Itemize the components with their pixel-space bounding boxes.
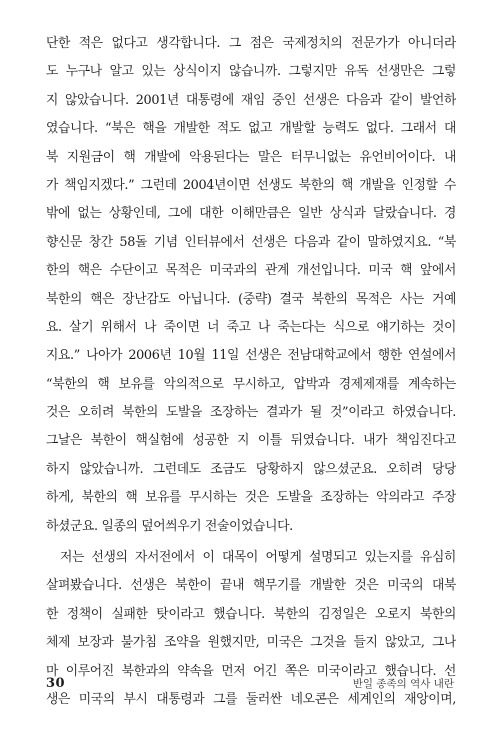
text-line: 향신문 창간 58돌 기념 인터뷰에서 선생은 다음과 같이 말하였지요. “북 <box>46 234 456 250</box>
text-line: 요. 살기 위해서 나 죽이면 너 죽고 나 죽는다는 식으로 얘기하는 것이 <box>46 319 456 335</box>
text-line: 북한의 핵은 장난감도 아닙니다. (중략) 결국 북한의 목적은 사는 거예 <box>46 291 456 307</box>
text-line: 였습니다. “북은 핵을 개발한 적도 없고 개발할 능력도 없다. 그래서 대 <box>46 121 456 137</box>
text-line: 지요.” 나아가 2006년 10월 11일 선생은 전남대학교에서 행한 연설에서 <box>46 348 456 364</box>
text-line: 체제 보장과 불가침 조약을 원했지만, 미국은 그것을 들지 않았고, 그나 <box>46 635 456 651</box>
text-line: 가 책임지겠다.” 그런데 2004년이면 선생도 북한의 핵 개발을 인정할 수 <box>46 177 456 193</box>
text-line: 한 정책이 실패한 탓이라고 했습니다. 북한의 김정일은 오로지 북한의 <box>46 606 456 622</box>
text-line: 저는 선생의 자서전에서 이 대목이 어떻게 설명되고 있는지를 유심히 <box>60 550 456 566</box>
text-line: 그날은 북한이 핵실험에 성공한 지 이틀 뒤였습니다. 내가 책임진다고 <box>46 433 456 449</box>
text-line: 생은 미국의 부시 대통령과 그를 둘러싼 네오콘은 세계인의 재앙이며, <box>46 691 456 707</box>
page-footer <box>46 676 454 696</box>
text-line: “북한의 핵 보유를 악의적으로 무시하고, 압박과 경제제재를 계속하는 <box>46 376 456 392</box>
text-line: 밖에 없는 상황인데, 그에 대한 이해만큼은 일반 상식과 달랐습니다. 경 <box>46 206 456 222</box>
page-number: 30 <box>46 676 66 691</box>
text-line: 것은 오히려 북한의 도발을 조장하는 결과가 될 것”이라고 하였습니다. <box>46 405 456 421</box>
text-line: 하지 않았습니까. 그런데도 조금도 당황하지 않으셨군요. 오히려 당당 <box>46 461 456 477</box>
text-line: 하게, 북한의 핵 보유를 무시하는 것은 도발을 조장하는 악의라고 주장 <box>46 490 456 506</box>
text-line: 단한 적은 없다고 생각합니다. 그 점은 국제정치의 전문가가 아니더라 <box>46 36 456 51</box>
body-text <box>46 30 456 714</box>
text-line: 마 이루어진 북한과의 약속을 먼저 어긴 쪽은 미국이라고 했습니다. 선 <box>46 663 456 679</box>
text-line: 지 않았습니다. 2001년 대통령에 재임 중인 선생은 다음과 같이 발언하 <box>46 92 456 108</box>
text-line: 하셨군요. 일종의 덮어씌우기 전술이었습니다. <box>46 518 293 534</box>
text-line: 살펴봤습니다. 선생은 북한이 끝내 핵무기를 개발한 것은 미국의 대북 <box>46 578 456 594</box>
text-line: 도 누구나 알고 있는 상식이지 않습니까. 그렇지만 유독 선생만은 그렇 <box>46 64 456 80</box>
text-line: 한의 핵은 수단이고 목적은 미국과의 관계 개선입니다. 미국 핵 앞에서 <box>46 263 456 279</box>
text-line: 북 지원금이 핵 개발에 악용된다는 말은 터무니없는 유언비어이다. 내 <box>46 149 456 165</box>
running-title: 반일 종족의 역사 내란 <box>352 678 454 690</box>
